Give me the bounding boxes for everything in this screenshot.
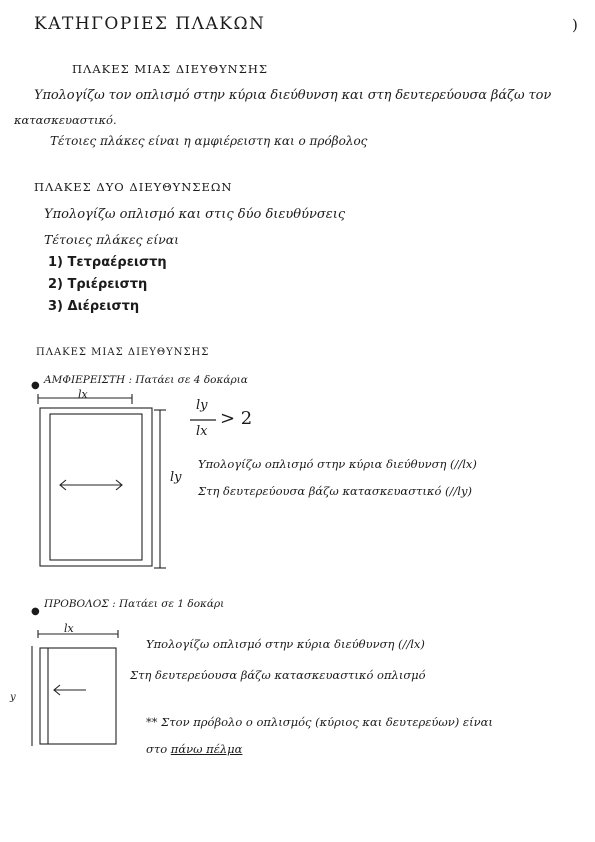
amfi-label: ΑΜΦΙΕΡΕΙΣΤΗ : Πατάει σε 4 δοκάρια <box>44 374 248 386</box>
provolos-diagram <box>28 628 138 748</box>
provolos-note2: Στη δευτερεύουσα βάζω κατασκευαστικό οπλισμό <box>130 668 426 682</box>
corner-mark: ) <box>572 16 579 34</box>
star-note-end-prefix: στο <box>146 742 168 756</box>
bullet-provolos: ● <box>31 606 40 617</box>
section1-line1: Υπολογίζω τον οπλισμό στην κύρια διεύθυνση και στη δευτερεύουσα βάζω τον <box>34 88 552 103</box>
section2-line2: Τέτοιες πλάκες είναι <box>44 232 180 247</box>
provolos-lx-label: lx <box>64 622 74 635</box>
amfi-lx-label: lx <box>78 388 88 401</box>
amfi-note2: Στη δευτερεύουσα βάζω κατασκευαστικό (//ly) <box>198 484 472 498</box>
ratio-rhs: > 2 <box>220 408 253 429</box>
amfi-ly-label: ly <box>170 470 182 485</box>
provolos-ly-label: y <box>10 692 16 703</box>
list-item-1: 1) Τετραέρειστη <box>48 255 167 270</box>
star-note: ** Στον πρόβολο ο οπλισμός (κύριος και δευτερεύων) είναι <box>146 715 493 729</box>
section2-heading: ΠΛΑΚΕΣ ΔΥΟ ΔΙΕΥΘΥΝΣΕΩΝ <box>34 180 233 194</box>
list-item-3: 3) Διέρειστη <box>48 299 140 314</box>
section1-line2: κατασκευαστικό. <box>14 113 117 127</box>
section3-heading: ΠΛΑΚΕΣ ΜΙΑΣ ΔΙΕΥΘΥΝΣΗΣ <box>36 347 210 358</box>
bullet-amfi: ● <box>31 380 40 391</box>
section1-line3: Τέτοιες πλάκες είναι η αμφιέρειστη και ο πρόβολος <box>50 134 368 148</box>
section2-line1: Υπολογίζω οπλισμό και στις δύο διευθύνσεις <box>44 207 346 222</box>
provolos-note1: Υπολογίζω οπλισμό στην κύρια διεύθυνση (//lx) <box>146 637 425 651</box>
ratio-denominator: lx <box>196 424 208 439</box>
amfi-diagram <box>30 390 190 580</box>
page-title: ΚΑΤΗΓΟΡΙΕΣ ΠΛΑΚΩΝ <box>34 14 266 34</box>
list-item-2: 2) Τριέρειστη <box>48 277 148 292</box>
amfi-note1: Υπολογίζω οπλισμό στην κύρια διεύθυνση (//lx) <box>198 457 477 471</box>
ratio-bar <box>190 418 220 422</box>
star-note-end <box>146 742 242 756</box>
star-note-end-underlined: πάνω πέλμα <box>170 742 243 756</box>
section1-heading: ΠΛΑΚΕΣ ΜΙΑΣ ΔΙΕΥΘΥΝΣΗΣ <box>72 62 269 76</box>
provolos-label: ΠΡΟΒΟΛΟΣ : Πατάει σε 1 δοκάρι <box>44 598 225 610</box>
ratio-numerator: ly <box>196 398 208 413</box>
